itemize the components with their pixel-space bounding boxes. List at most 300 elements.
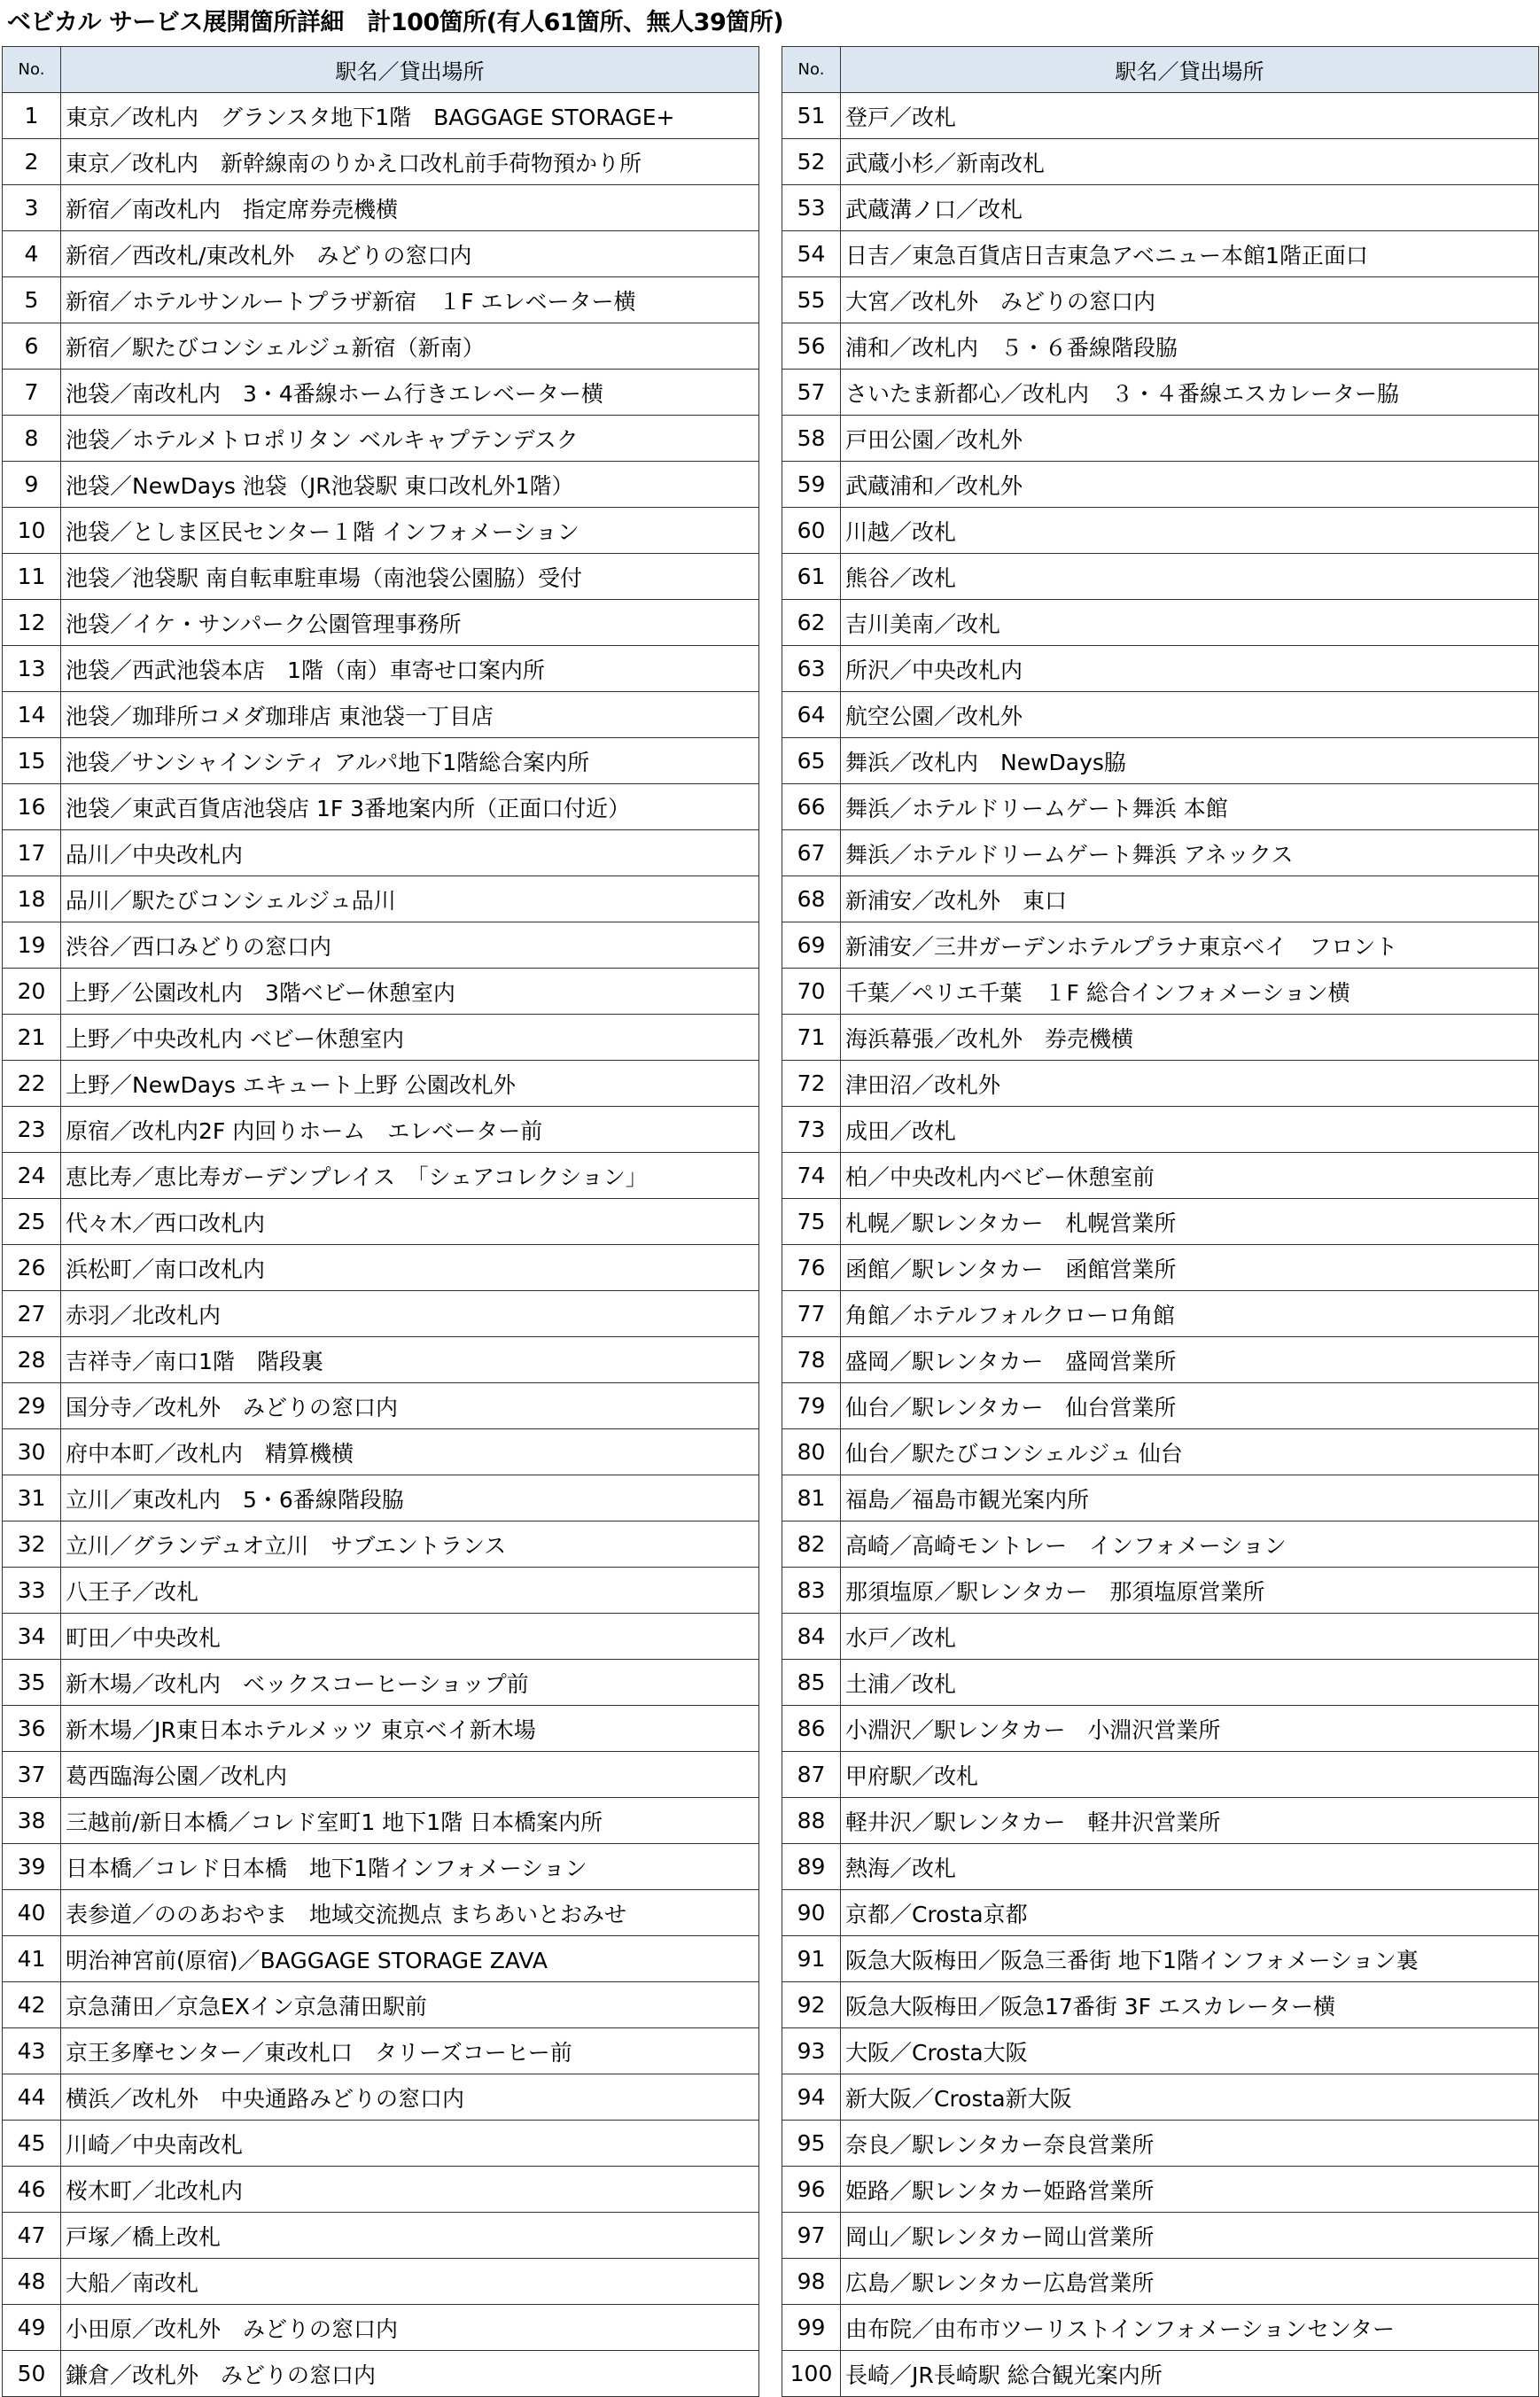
row-location-name: 池袋／NewDays 池袋（JR池袋駅 東口改札外1階）	[61, 462, 759, 508]
row-number: 49	[3, 2305, 61, 2351]
locations-table-right	[782, 46, 1539, 2397]
row-number: 46	[3, 2167, 61, 2213]
row-location-name: 新宿／西改札/東改札外 みどりの窓口内	[61, 231, 759, 277]
row-location-name: 三越前/新日本橋／コレド室町1 地下1階 日本橋案内所	[61, 1798, 759, 1844]
row-number: 94	[782, 2074, 841, 2121]
row-location-name: さいたま新都心／改札内 ３・４番線エスカレーター脇	[841, 370, 1539, 416]
row-location-name: 立川／グランデュオ立川 サブエントランス	[61, 1521, 759, 1568]
row-location-name: 登戸／改札	[841, 93, 1539, 139]
row-location-name: 大阪／Crosta大阪	[841, 2028, 1539, 2074]
row-location-name: 赤羽／北改札内	[61, 1291, 759, 1337]
row-number: 50	[3, 2351, 61, 2397]
row-number: 41	[3, 1936, 61, 1982]
row-number: 97	[782, 2213, 841, 2259]
column-header-no: No.	[782, 47, 841, 93]
row-number: 23	[3, 1107, 61, 1153]
row-location-name: 代々木／西口改札内	[61, 1199, 759, 1245]
row-number: 28	[3, 1337, 61, 1383]
table-row	[782, 1153, 1539, 1199]
table-row	[3, 462, 759, 508]
row-location-name: 千葉／ペリエ千葉 １F 総合インフォメーション横	[841, 969, 1539, 1015]
row-location-name: 福島／福島市観光案内所	[841, 1475, 1539, 1521]
row-number: 79	[782, 1383, 841, 1429]
row-number: 69	[782, 922, 841, 969]
table-row	[782, 2121, 1539, 2167]
row-number: 100	[782, 2351, 841, 2397]
row-number: 25	[3, 1199, 61, 1245]
row-location-name: 桜木町／北改札内	[61, 2167, 759, 2213]
row-number: 18	[3, 876, 61, 922]
row-location-name: 原宿／改札内2F 内回りホーム エレベーター前	[61, 1107, 759, 1153]
row-number: 66	[782, 784, 841, 830]
table-row	[782, 969, 1539, 1015]
row-number: 64	[782, 692, 841, 738]
table-row	[782, 416, 1539, 462]
row-location-name: 浜松町／南口改札内	[61, 1245, 759, 1291]
row-number: 53	[782, 185, 841, 231]
row-location-name: 成田／改札	[841, 1107, 1539, 1153]
row-location-name: 新木場／JR東日本ホテルメッツ 東京ベイ新木場	[61, 1706, 759, 1752]
row-number: 19	[3, 922, 61, 969]
table-row	[3, 2121, 759, 2167]
table-row	[782, 1107, 1539, 1153]
row-location-name: 航空公園／改札外	[841, 692, 1539, 738]
row-location-name: 甲府駅／改札	[841, 1752, 1539, 1798]
table-row	[782, 1936, 1539, 1982]
row-location-name: 熱海／改札	[841, 1844, 1539, 1890]
table-row	[3, 969, 759, 1015]
row-number: 62	[782, 600, 841, 646]
row-number: 82	[782, 1521, 841, 1568]
row-number: 63	[782, 646, 841, 692]
row-number: 42	[3, 1982, 61, 2028]
row-number: 56	[782, 323, 841, 370]
row-location-name: 舞浜／ホテルドリームゲート舞浜 本館	[841, 784, 1539, 830]
table-row	[782, 1890, 1539, 1936]
row-number: 15	[3, 738, 61, 784]
row-location-name: 大船／南改札	[61, 2259, 759, 2305]
row-location-name: 浦和／改札内 ５・６番線階段脇	[841, 323, 1539, 370]
row-number: 68	[782, 876, 841, 922]
row-location-name: 軽井沢／駅レンタカー 軽井沢営業所	[841, 1798, 1539, 1844]
row-location-name: 盛岡／駅レンタカー 盛岡営業所	[841, 1337, 1539, 1383]
row-location-name: 武蔵小杉／新南改札	[841, 139, 1539, 185]
table-row	[3, 1890, 759, 1936]
table-row	[782, 2259, 1539, 2305]
table-row	[782, 508, 1539, 554]
row-number: 72	[782, 1061, 841, 1107]
table-row	[3, 646, 759, 692]
row-number: 11	[3, 554, 61, 600]
table-row	[3, 1475, 759, 1521]
table-row	[3, 1291, 759, 1337]
row-location-name: 新宿／ホテルサンルートプラザ新宿 １F エレベーター横	[61, 277, 759, 323]
table-row	[782, 1752, 1539, 1798]
row-number: 80	[782, 1429, 841, 1475]
row-location-name: 舞浜／ホテルドリームゲート舞浜 アネックス	[841, 830, 1539, 876]
table-row	[782, 1245, 1539, 1291]
table-row	[3, 1245, 759, 1291]
row-location-name: 川崎／中央南改札	[61, 2121, 759, 2167]
row-location-name: 武蔵浦和／改札外	[841, 462, 1539, 508]
row-location-name: 柏／中央改札内ベビー休憩室前	[841, 1153, 1539, 1199]
row-number: 67	[782, 830, 841, 876]
table-row	[782, 830, 1539, 876]
row-location-name: 国分寺／改札外 みどりの窓口内	[61, 1383, 759, 1429]
row-location-name: 鎌倉／改札外 みどりの窓口内	[61, 2351, 759, 2397]
table-row	[3, 554, 759, 600]
table-row	[3, 1199, 759, 1245]
table-row	[3, 1982, 759, 2028]
row-location-name: 川越／改札	[841, 508, 1539, 554]
row-location-name: 京都／Crosta京都	[841, 1890, 1539, 1936]
table-row	[782, 139, 1539, 185]
row-number: 26	[3, 1245, 61, 1291]
table-row	[3, 231, 759, 277]
row-number: 57	[782, 370, 841, 416]
row-location-name: 上野／公園改札内 3階ベビー休憩室内	[61, 969, 759, 1015]
row-location-name: 吉川美南／改札	[841, 600, 1539, 646]
row-number: 35	[3, 1660, 61, 1706]
table-row	[782, 554, 1539, 600]
table-row	[3, 2028, 759, 2074]
row-location-name: 新浦安／三井ガーデンホテルプラナ東京ベイ フロント	[841, 922, 1539, 969]
row-location-name: 広島／駅レンタカー広島営業所	[841, 2259, 1539, 2305]
table-row	[782, 323, 1539, 370]
row-number: 27	[3, 1291, 61, 1337]
table-row	[782, 1429, 1539, 1475]
table-row	[3, 416, 759, 462]
row-number: 12	[3, 600, 61, 646]
row-location-name: 新宿／駅たびコンシェルジュ新宿（新南）	[61, 323, 759, 370]
table-row	[3, 1844, 759, 1890]
table-row	[782, 1521, 1539, 1568]
row-location-name: 戸田公園／改札外	[841, 416, 1539, 462]
row-number: 6	[3, 323, 61, 370]
column-header-no: No.	[3, 47, 61, 93]
row-number: 55	[782, 277, 841, 323]
table-row	[782, 600, 1539, 646]
row-number: 5	[3, 277, 61, 323]
row-location-name: 池袋／サンシャインシティ アルパ地下1階総合案内所	[61, 738, 759, 784]
row-location-name: 葛西臨海公園／改札内	[61, 1752, 759, 1798]
row-number: 38	[3, 1798, 61, 1844]
row-number: 73	[782, 1107, 841, 1153]
row-number: 29	[3, 1383, 61, 1429]
row-number: 89	[782, 1844, 841, 1890]
page-title: ベビカル サービス展開箇所詳細 計100箇所(有人61箇所、無人39箇所)	[7, 9, 784, 36]
row-number: 14	[3, 692, 61, 738]
row-location-name: 海浜幕張／改札外 券売機横	[841, 1015, 1539, 1061]
table-row	[3, 1752, 759, 1798]
table-row	[3, 2074, 759, 2121]
table-row	[3, 2167, 759, 2213]
row-number: 40	[3, 1890, 61, 1936]
row-location-name: 舞浜／改札内 NewDays脇	[841, 738, 1539, 784]
row-location-name: 渋谷／西口みどりの窓口内	[61, 922, 759, 969]
row-number: 65	[782, 738, 841, 784]
table-row	[782, 1614, 1539, 1660]
table-row	[3, 1061, 759, 1107]
table-row	[782, 738, 1539, 784]
row-number: 86	[782, 1706, 841, 1752]
row-location-name: 札幌／駅レンタカー 札幌営業所	[841, 1199, 1539, 1245]
row-location-name: 新大阪／Crosta新大阪	[841, 2074, 1539, 2121]
table-row	[3, 139, 759, 185]
row-location-name: 仙台／駅レンタカー 仙台営業所	[841, 1383, 1539, 1429]
table-row	[3, 2213, 759, 2259]
table-row	[3, 1660, 759, 1706]
table-row	[782, 2167, 1539, 2213]
row-number: 21	[3, 1015, 61, 1061]
row-location-name: 府中本町／改札内 精算機横	[61, 1429, 759, 1475]
row-location-name: 新宿／南改札内 指定席券売機横	[61, 185, 759, 231]
row-number: 3	[3, 185, 61, 231]
row-location-name: 角館／ホテルフォルクローロ角館	[841, 1291, 1539, 1337]
table-row	[782, 462, 1539, 508]
table-header-row	[3, 47, 759, 93]
row-location-name: 奈良／駅レンタカー奈良営業所	[841, 2121, 1539, 2167]
row-number: 51	[782, 93, 841, 139]
row-location-name: 小淵沢／駅レンタカー 小淵沢営業所	[841, 1706, 1539, 1752]
row-location-name: 長崎／JR長崎駅 総合観光案内所	[841, 2351, 1539, 2397]
table-row	[3, 784, 759, 830]
row-location-name: 池袋／としま区民センター１階 インフォメーション	[61, 508, 759, 554]
row-location-name: 土浦／改札	[841, 1660, 1539, 1706]
table-row	[782, 2213, 1539, 2259]
table-row	[3, 1798, 759, 1844]
table-row	[3, 323, 759, 370]
row-location-name: 那須塩原／駅レンタカー 那須塩原営業所	[841, 1568, 1539, 1614]
row-number: 37	[3, 1752, 61, 1798]
row-location-name: 京王多摩センター／東改札口 タリーズコーヒー前	[61, 2028, 759, 2074]
row-number: 44	[3, 2074, 61, 2121]
table-row	[782, 646, 1539, 692]
table-row	[782, 185, 1539, 231]
row-number: 24	[3, 1153, 61, 1199]
table-row	[3, 1337, 759, 1383]
row-location-name: 阪急大阪梅田／阪急三番街 地下1階インフォメーション裏	[841, 1936, 1539, 1982]
row-location-name: 新木場／改札内 ベックスコーヒーショップ前	[61, 1660, 759, 1706]
table-row	[782, 1660, 1539, 1706]
row-number: 61	[782, 554, 841, 600]
table-row	[3, 1521, 759, 1568]
column-header-name: 駅名／貸出場所	[61, 47, 759, 93]
table-row	[782, 1568, 1539, 1614]
table-row	[782, 1291, 1539, 1337]
row-location-name: 町田／中央改札	[61, 1614, 759, 1660]
row-number: 22	[3, 1061, 61, 1107]
row-number: 54	[782, 231, 841, 277]
row-number: 87	[782, 1752, 841, 1798]
row-number: 58	[782, 416, 841, 462]
row-number: 85	[782, 1660, 841, 1706]
table-row	[3, 185, 759, 231]
row-location-name: 阪急大阪梅田／阪急17番街 3F エスカレーター横	[841, 1982, 1539, 2028]
row-number: 9	[3, 462, 61, 508]
row-number: 96	[782, 2167, 841, 2213]
table-row	[3, 1383, 759, 1429]
row-number: 70	[782, 969, 841, 1015]
table-row	[782, 876, 1539, 922]
row-number: 98	[782, 2259, 841, 2305]
row-number: 30	[3, 1429, 61, 1475]
table-row	[3, 2351, 759, 2397]
table-row	[3, 277, 759, 323]
row-location-name: 池袋／ホテルメトロポリタン ベルキャプテンデスク	[61, 416, 759, 462]
row-number: 95	[782, 2121, 841, 2167]
table-row	[3, 2259, 759, 2305]
row-number: 71	[782, 1015, 841, 1061]
table-row	[782, 922, 1539, 969]
row-location-name: 戸塚／橋上改札	[61, 2213, 759, 2259]
row-location-name: 姫路／駅レンタカー姫路営業所	[841, 2167, 1539, 2213]
row-location-name: 池袋／珈琲所コメダ珈琲店 東池袋一丁目店	[61, 692, 759, 738]
row-location-name: 横浜／改札外 中央通路みどりの窓口内	[61, 2074, 759, 2121]
row-location-name: 恵比寿／恵比寿ガーデンプレイス 「シェアコレクション」	[61, 1153, 759, 1199]
row-location-name: 熊谷／改札	[841, 554, 1539, 600]
row-location-name: 津田沼／改札外	[841, 1061, 1539, 1107]
table-row	[782, 1199, 1539, 1245]
row-number: 60	[782, 508, 841, 554]
row-location-name: 品川／駅たびコンシェルジュ品川	[61, 876, 759, 922]
table-row	[782, 1798, 1539, 1844]
table-row	[782, 1475, 1539, 1521]
row-location-name: 日本橋／コレド日本橋 地下1階インフォメーション	[61, 1844, 759, 1890]
table-row	[782, 1383, 1539, 1429]
row-number: 2	[3, 139, 61, 185]
row-location-name: 池袋／西武池袋本店 1階（南）車寄せ口案内所	[61, 646, 759, 692]
row-number: 10	[3, 508, 61, 554]
table-row	[782, 1706, 1539, 1752]
row-location-name: 新浦安／改札外 東口	[841, 876, 1539, 922]
row-number: 47	[3, 2213, 61, 2259]
table-row	[782, 2305, 1539, 2351]
row-location-name: 立川／東改札内 5・6番線階段脇	[61, 1475, 759, 1521]
row-location-name: 高崎／高崎モントレー インフォメーション	[841, 1521, 1539, 1568]
row-number: 93	[782, 2028, 841, 2074]
row-number: 33	[3, 1568, 61, 1614]
table-row	[782, 1015, 1539, 1061]
table-row	[782, 1337, 1539, 1383]
row-location-name: 明治神宮前(原宿)／BAGGAGE STORAGE ZAVA	[61, 1936, 759, 1982]
row-location-name: 武蔵溝ノ口／改札	[841, 185, 1539, 231]
row-number: 52	[782, 139, 841, 185]
row-location-name: 池袋／イケ・サンパーク公園管理事務所	[61, 600, 759, 646]
row-number: 92	[782, 1982, 841, 2028]
row-number: 88	[782, 1798, 841, 1844]
row-number: 81	[782, 1475, 841, 1521]
row-number: 84	[782, 1614, 841, 1660]
row-location-name: 由布院／由布市ツーリストインフォメーションセンター	[841, 2305, 1539, 2351]
row-number: 31	[3, 1475, 61, 1521]
row-number: 20	[3, 969, 61, 1015]
row-number: 76	[782, 1245, 841, 1291]
row-location-name: 東京／改札内 グランスタ地下1階 BAGGAGE STORAGE+	[61, 93, 759, 139]
row-number: 59	[782, 462, 841, 508]
row-number: 4	[3, 231, 61, 277]
table-row	[3, 1936, 759, 1982]
row-location-name: 池袋／南改札内 3・4番線ホーム行きエレベーター横	[61, 370, 759, 416]
row-location-name: 小田原／改札外 みどりの窓口内	[61, 2305, 759, 2351]
row-location-name: 東京／改札内 新幹線南のりかえ口改札前手荷物預かり所	[61, 139, 759, 185]
row-location-name: 函館／駅レンタカー 函館営業所	[841, 1245, 1539, 1291]
table-row	[782, 2028, 1539, 2074]
row-number: 99	[782, 2305, 841, 2351]
row-location-name: 池袋／東武百貨店池袋店 1F 3番地案内所（正面口付近）	[61, 784, 759, 830]
table-row	[3, 922, 759, 969]
row-number: 77	[782, 1291, 841, 1337]
table-row	[3, 2305, 759, 2351]
row-location-name: 上野／中央改札内 ベビー休憩室内	[61, 1015, 759, 1061]
row-number: 36	[3, 1706, 61, 1752]
row-number: 43	[3, 2028, 61, 2074]
row-number: 91	[782, 1936, 841, 1982]
row-location-name: 岡山／駅レンタカー岡山営業所	[841, 2213, 1539, 2259]
row-number: 78	[782, 1337, 841, 1383]
table-row	[782, 1982, 1539, 2028]
row-number: 48	[3, 2259, 61, 2305]
table-row	[782, 1844, 1539, 1890]
row-number: 45	[3, 2121, 61, 2167]
table-header-row	[782, 47, 1539, 93]
locations-table-left	[2, 46, 759, 2397]
row-location-name: 京急蒲田／京急EXイン京急蒲田駅前	[61, 1982, 759, 2028]
row-location-name: 吉祥寺／南口1階 階段裏	[61, 1337, 759, 1383]
table-row	[3, 830, 759, 876]
row-number: 16	[3, 784, 61, 830]
table-row	[3, 370, 759, 416]
table-row	[3, 93, 759, 139]
table-row	[782, 2351, 1539, 2397]
row-location-name: 大宮／改札外 みどりの窓口内	[841, 277, 1539, 323]
table-row	[3, 738, 759, 784]
table-row	[782, 2074, 1539, 2121]
table-row	[3, 1614, 759, 1660]
row-number: 83	[782, 1568, 841, 1614]
row-number: 32	[3, 1521, 61, 1568]
table-row	[782, 370, 1539, 416]
row-number: 1	[3, 93, 61, 139]
table-row	[782, 1061, 1539, 1107]
row-number: 34	[3, 1614, 61, 1660]
row-number: 75	[782, 1199, 841, 1245]
row-number: 17	[3, 830, 61, 876]
row-location-name: 八王子／改札	[61, 1568, 759, 1614]
row-location-name: 表参道／ののあおやま 地域交流拠点 まちあいとおみせ	[61, 1890, 759, 1936]
row-number: 39	[3, 1844, 61, 1890]
row-number: 74	[782, 1153, 841, 1199]
table-row	[3, 1015, 759, 1061]
table-row	[3, 876, 759, 922]
table-row	[3, 1107, 759, 1153]
row-location-name: 所沢／中央改札内	[841, 646, 1539, 692]
table-row	[3, 1429, 759, 1475]
table-row	[3, 1706, 759, 1752]
table-row	[782, 277, 1539, 323]
table-row	[3, 692, 759, 738]
table-row	[782, 231, 1539, 277]
row-number: 13	[3, 646, 61, 692]
table-row	[782, 93, 1539, 139]
row-location-name: 水戸／改札	[841, 1614, 1539, 1660]
table-row	[782, 784, 1539, 830]
table-row	[3, 600, 759, 646]
row-location-name: 上野／NewDays エキュート上野 公園改札外	[61, 1061, 759, 1107]
row-number: 7	[3, 370, 61, 416]
table-row	[782, 692, 1539, 738]
row-location-name: 品川／中央改札内	[61, 830, 759, 876]
